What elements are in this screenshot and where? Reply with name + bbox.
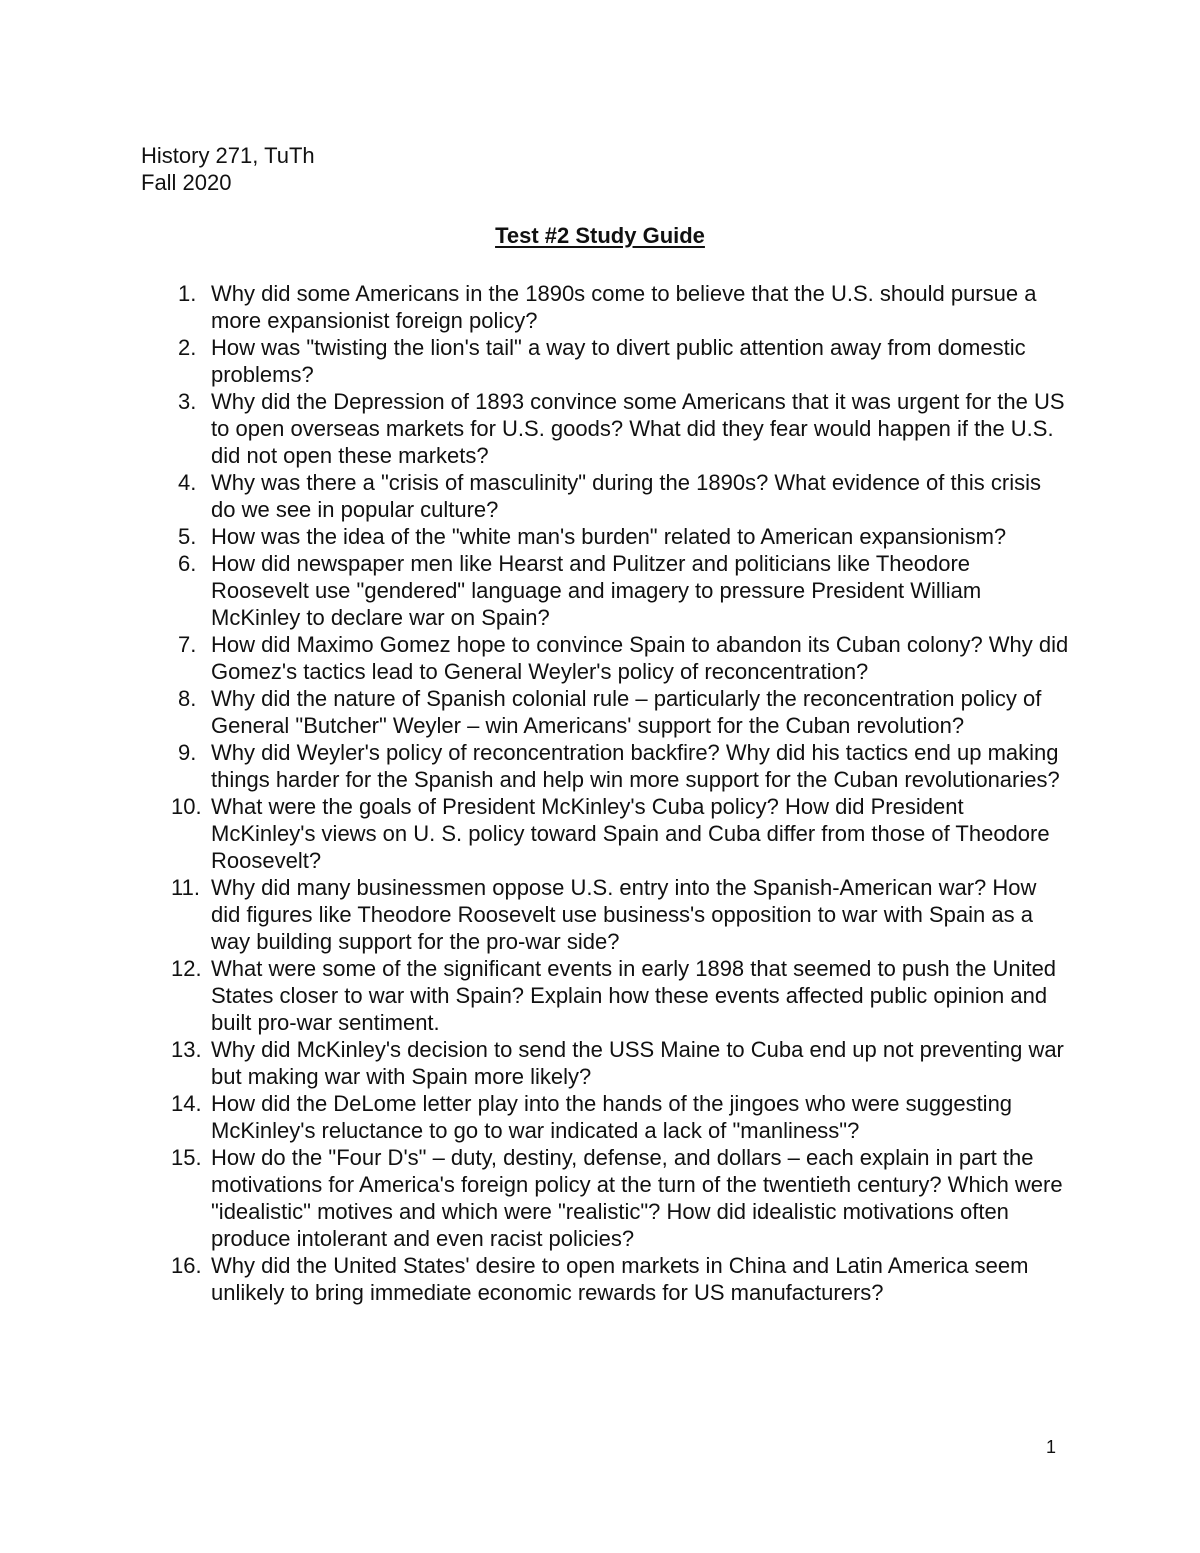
question-text: How did newspaper men like Hearst and Pulitzer and politicians like Theodore Roosevelt use "gendered" language and imagery to pressure President William McKinley to declare war on Spain?: [211, 551, 982, 630]
question-text: Why did the nature of Spanish colonial rule – particularly the reconcentration policy of General "Butcher" Weyler – win Americans' support for the Cuban revolution?: [211, 686, 1042, 738]
question-number: 1.: [178, 281, 197, 306]
document-header: [141, 142, 315, 196]
question-number: 16.: [171, 1253, 202, 1278]
question-number: 2.: [178, 335, 197, 360]
page-number: 1: [1046, 1437, 1057, 1457]
question-item: [171, 550, 1071, 631]
question-item: [171, 1252, 1071, 1306]
question-text: How did Maximo Gomez hope to convince Spain to abandon its Cuban colony? Why did Gomez's tactics lead to General Weyler's policy of reconcentration?: [211, 632, 1069, 684]
question-item: [171, 1036, 1071, 1090]
question-number: 9.: [178, 740, 197, 765]
question-number: 3.: [178, 389, 197, 414]
term-line: Fall 2020: [141, 170, 232, 195]
question-item: [171, 280, 1071, 334]
question-item: [171, 685, 1071, 739]
question-number: 11.: [171, 875, 200, 900]
question-list: [171, 280, 1071, 1306]
question-item: [171, 631, 1071, 685]
question-item: [171, 793, 1071, 874]
question-number: 6.: [178, 551, 197, 576]
document-title: [0, 222, 1200, 249]
question-item: [171, 1090, 1071, 1144]
question-number: 4.: [178, 470, 197, 495]
question-item: [171, 874, 1071, 955]
question-item: [171, 739, 1071, 793]
question-item: [171, 955, 1071, 1036]
question-text: Why did some Americans in the 1890s come to believe that the U.S. should pursue a more expansionist foreign policy?: [211, 281, 1037, 333]
document-title-text: Test #2 Study Guide: [495, 223, 705, 248]
question-text: Why did the Depression of 1893 convince some Americans that it was urgent for the US to open overseas markets for U.S. goods? What did they fear would happen if the U.S. did not open these markets?: [211, 389, 1065, 468]
question-text: Why did many businessmen oppose U.S. entry into the Spanish-American war? How did figures like Theodore Roosevelt use business's opposition to war with Spain as a way building support for the pro-war side?: [211, 875, 1037, 954]
question-text: What were some of the significant events in early 1898 that seemed to push the United States closer to war with Spain? Explain how these events affected public opinion and built pro-war sentiment.: [211, 956, 1057, 1035]
question-text: Why did McKinley's decision to send the USS Maine to Cuba end up not preventing war but making war with Spain more likely?: [211, 1037, 1064, 1089]
question-item: [171, 469, 1071, 523]
question-number: 12.: [171, 956, 202, 981]
question-number: 14.: [171, 1091, 202, 1116]
question-text: How was "twisting the lion's tail" a way to divert public attention away from domestic problems?: [211, 335, 1026, 387]
question-text: Why was there a "crisis of masculinity" during the 1890s? What evidence of this crisis do we see in popular culture?: [211, 470, 1041, 522]
question-number: 10.: [171, 794, 202, 819]
course-line: History 271, TuTh: [141, 143, 315, 168]
question-number: 8.: [178, 686, 197, 711]
question-number: 13.: [171, 1037, 202, 1062]
question-number: 15.: [171, 1145, 202, 1170]
question-text: How do the "Four D's" – duty, destiny, defense, and dollars – each explain in part the motivations for America's foreign policy at the turn of the twentieth century? Which were "idealistic" motives and which were "realistic"? How did idealistic motivations often produce intolerant and even racist policies?: [211, 1145, 1063, 1251]
question-text: How did the DeLome letter play into the hands of the jingoes who were suggesting McKinley's reluctance to go to war indicated a lack of "manliness"?: [211, 1091, 1013, 1143]
question-text: How was the idea of the "white man's burden" related to American expansionism?: [211, 524, 1007, 549]
question-item: [171, 1144, 1071, 1252]
question-number: 5.: [178, 524, 197, 549]
question-item: [171, 334, 1071, 388]
question-number: 7.: [178, 632, 197, 657]
question-text: Why did Weyler's policy of reconcentration backfire? Why did his tactics end up making things harder for the Spanish and help win more support for the Cuban revolutionaries?: [211, 740, 1060, 792]
question-item: [171, 523, 1071, 550]
question-item: [171, 388, 1071, 469]
question-text: Why did the United States' desire to open markets in China and Latin America seem unlikely to bring immediate economic rewards for US manufacturers?: [211, 1253, 1029, 1305]
question-text: What were the goals of President McKinley's Cuba policy? How did President McKinley's views on U. S. policy toward Spain and Cuba differ from those of Theodore Roosevelt?: [211, 794, 1050, 873]
